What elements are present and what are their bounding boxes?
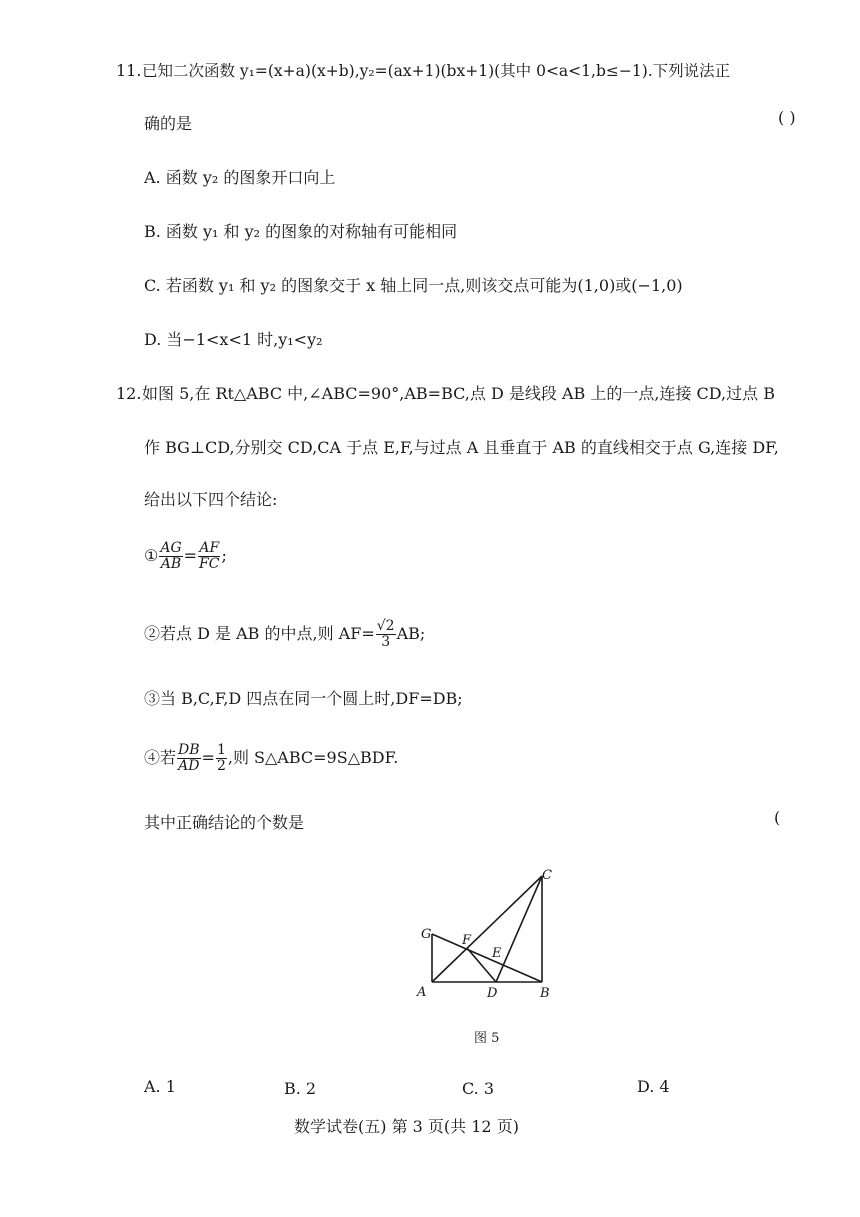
fraction-ag-ab [159, 541, 182, 572]
fraction-denominator: AB [160, 556, 182, 572]
segment-cd [496, 876, 542, 982]
fraction-numerator: DB [178, 742, 200, 758]
q12-stem-line3: 给出以下四个结论: [144, 490, 278, 509]
q11-option-d: D. 当−1<x<1 时,y₁<y₂ [144, 330, 323, 349]
q12-conclusion-1 [144, 538, 227, 574]
q11-stem-line1: 已知二次函数 y₁=(x+a)(x+b),y₂=(ax+1)(bx+1)(其中 0<a<1,b≤−1).下列说法正 [142, 62, 731, 80]
q11-number: 11. [116, 61, 142, 80]
segment-ac [432, 876, 542, 982]
point-label-d: D [487, 986, 498, 1001]
fraction-af-fc [198, 541, 220, 572]
point-label-g: G [421, 927, 432, 942]
conclusion-1-label: ① [144, 546, 159, 565]
q12-stem-line2: 作 BG⊥CD,分别交 CD,CA 于点 E,F,与过点 A 且垂直于 AB 的直线相交于点 G,连接 DF, [144, 438, 779, 457]
q12-question: 其中正确结论的个数是 [144, 813, 305, 832]
point-label-c: C [542, 868, 552, 883]
fraction-sqrt2-3 [376, 619, 396, 650]
equals-sign: = [183, 546, 198, 565]
q12-stem-line1: 如图 5,在 Rt△ABC 中,∠ABC=90°,AB=BC,点 D 是线段 AB 上的一点,连接 CD,过点 B [142, 384, 775, 403]
q11-stem-line2: 确的是 [144, 114, 193, 133]
point-label-a: A [417, 985, 427, 1000]
q12-option-b: B. 2 [284, 1079, 317, 1098]
equals-sign: = [201, 748, 215, 767]
segment-gb [432, 934, 542, 982]
q12-option-a: A. 1 [144, 1077, 176, 1096]
fraction-denominator: 3 [381, 634, 391, 650]
point-label-f: F [462, 933, 472, 948]
segment-df [467, 948, 496, 982]
fraction-denominator: FC [199, 556, 220, 572]
q12-conclusion-3: ③当 B,C,F,D 四点在同一个圆上时,DF=DB; [144, 689, 463, 708]
conclusion-2-text: ②若点 D 是 AB 的中点,则 AF= [144, 624, 375, 643]
figure-caption: 图 5 [474, 1031, 500, 1046]
q12-number: 12. [116, 384, 142, 403]
fraction-denominator: 2 [216, 758, 226, 774]
q12-option-d: D. 4 [637, 1077, 670, 1096]
fraction-numerator: AF [199, 540, 220, 556]
fraction-numerator: √2 [376, 618, 395, 634]
conclusion-4-text: ④若 [144, 748, 177, 767]
q12-option-c: C. 3 [462, 1079, 495, 1098]
q12-conclusion-4 [144, 740, 398, 776]
fraction-db-ad [177, 743, 201, 774]
q11-option-b: B. 函数 y₁ 和 y₂ 的图象的对称轴有可能相同 [144, 222, 458, 241]
page-footer: 数学试卷(五) 第 3 页(共 12 页) [294, 1117, 519, 1136]
semicolon: ; [221, 546, 227, 565]
q11-option-c: C. 若函数 y₁ 和 y₂ 的图象交于 x 轴上同一点,则该交点可能为(1,0)或(−1,0) [144, 276, 683, 295]
conclusion-4-end: ,则 S△ABC=9S△BDF. [227, 748, 399, 767]
q12-answer-bracket: ( [774, 808, 781, 827]
fraction-numerator: 1 [216, 742, 226, 758]
fraction-numerator: AG [160, 540, 182, 556]
q11-option-a: A. 函数 y₂ 的图象开口向上 [144, 168, 336, 187]
fraction-1-2 [216, 743, 227, 774]
q12-conclusion-2 [144, 616, 425, 652]
point-label-e: E [492, 946, 502, 961]
q11-answer-bracket: ( ) [778, 108, 796, 127]
fraction-denominator: AD [178, 758, 200, 774]
conclusion-2-end: AB; [396, 624, 426, 643]
point-label-b: B [540, 986, 550, 1001]
